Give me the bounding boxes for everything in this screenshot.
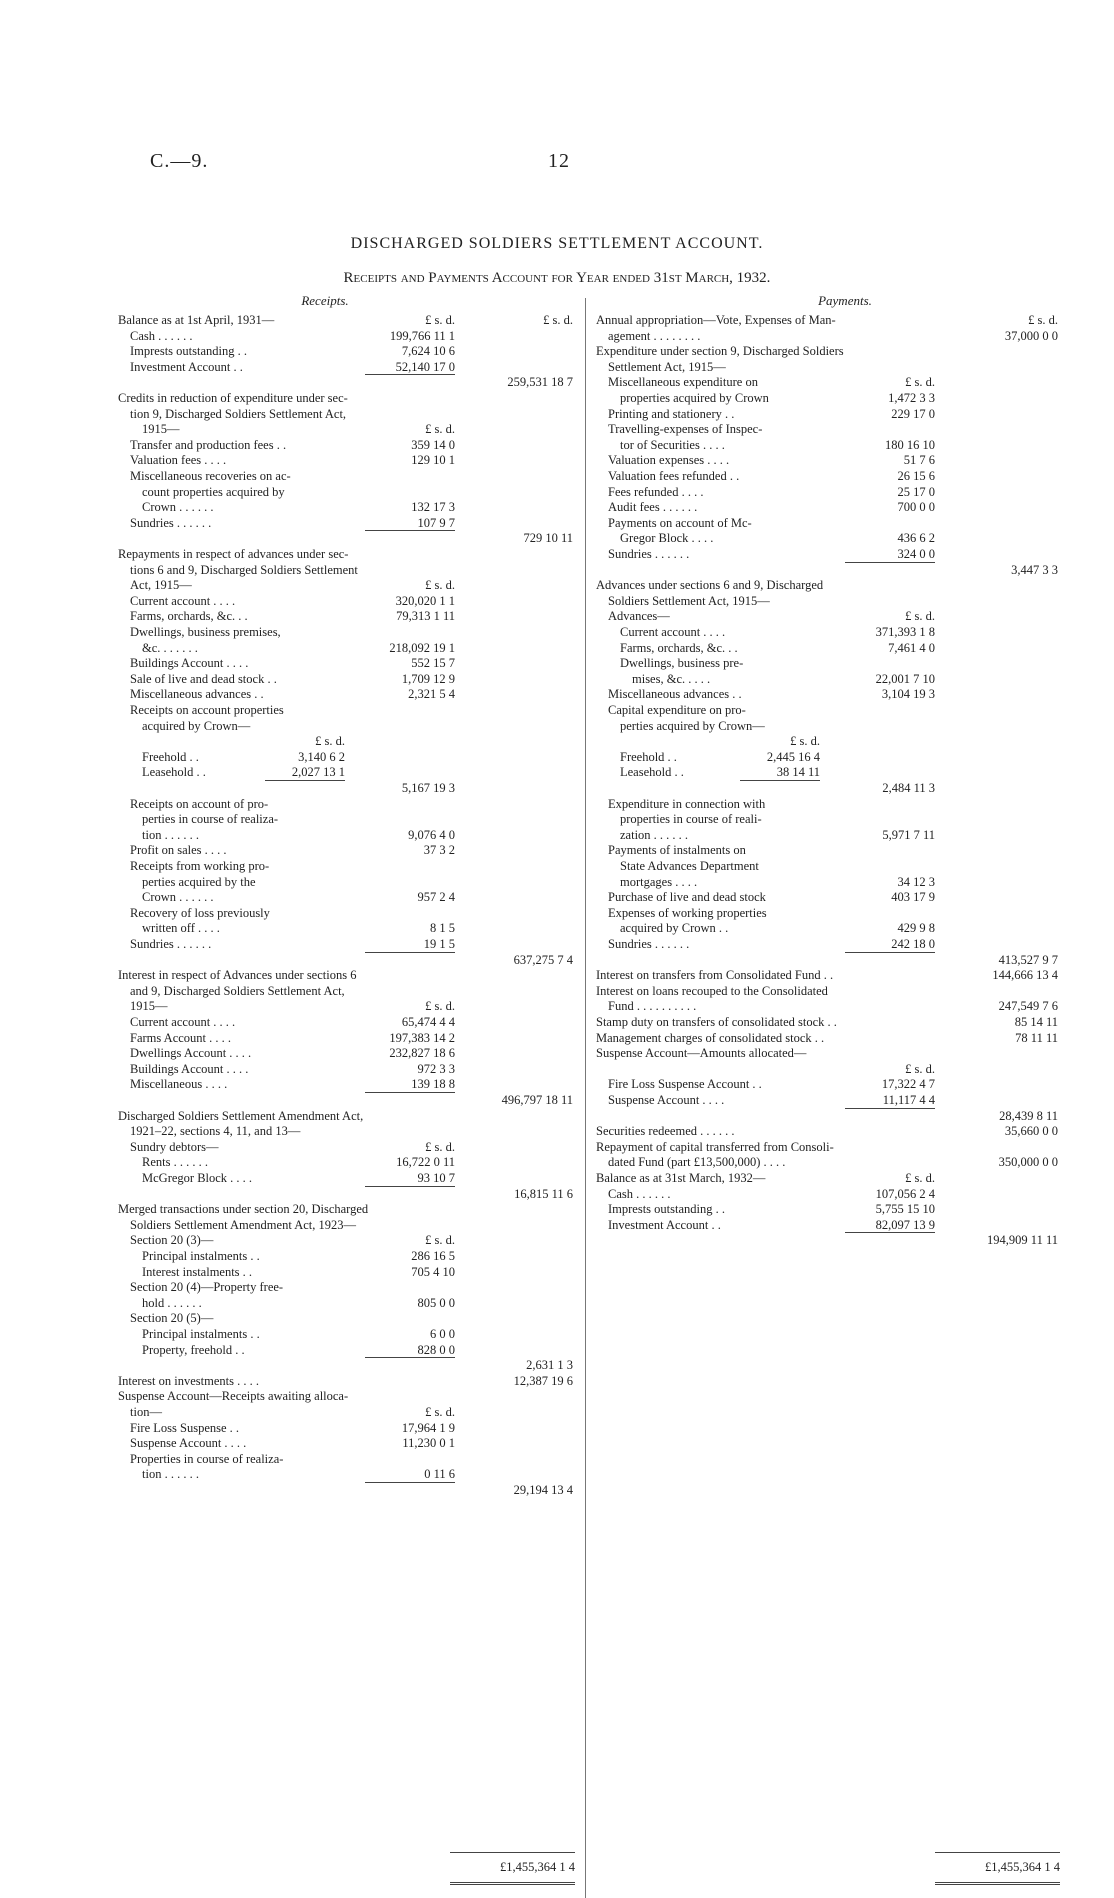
payments-amount: £ s. d.: [1028, 313, 1058, 327]
payments-amount: 17,322 4 7: [881, 1077, 935, 1092]
payments-total-double-rule: [935, 1882, 1060, 1885]
receipts-line-text: Section 20 (4)—Property free-: [130, 1280, 284, 1295]
payments-line-text: Current account . . . .: [620, 625, 726, 639]
payments-line-text: Advances—: [608, 609, 670, 624]
receipts-line-text: Buildings Account . . . .: [130, 656, 249, 671]
receipts-line-text: 1915—: [142, 422, 180, 437]
payments-line-text: Fund . . . . . . . . . .: [608, 999, 697, 1014]
receipts-amount: 2,027 13 1: [291, 765, 345, 780]
receipts-subtotal-rule: [365, 530, 455, 531]
receipts-line-text: Transfer and production fees . .: [130, 437, 287, 452]
payments-line-text: Audit fees . . . . . .: [608, 500, 698, 515]
receipts-line-text: Crown . . . . . .: [142, 500, 214, 515]
payments-total: £1,455,364 1 4: [985, 1860, 1060, 1874]
payments-amount: 324 0 0: [897, 547, 935, 561]
receipts-line-text: Repayments in respect of advances under sec-: [118, 547, 349, 561]
payments-line-text: mises, &c. . . . .: [632, 671, 711, 686]
payments-line-text: Expenditure under section 9, Discharged Soldiers: [596, 344, 844, 359]
page-subtitle: Receipts and Payments Account for Year ended 31st March, 1932.: [343, 270, 771, 286]
receipts-line-text: perties in course of realiza-: [142, 812, 279, 827]
payments-line-text: Miscellaneous advances . .: [608, 687, 742, 702]
receipts-amount: £ s. d.: [315, 734, 345, 749]
payments-amount: 51 7 6: [903, 453, 935, 468]
payments-line-text: mortgages . . . .: [620, 874, 698, 889]
payments-amount: £ s. d.: [905, 1171, 935, 1185]
payments-line-text: State Advances Department: [620, 859, 759, 873]
payments-line-text: Balance as at 31st March, 1932—: [596, 1171, 766, 1185]
receipts-line-text: count properties acquired by: [142, 484, 285, 499]
payments-amount: 85 14 11: [1014, 1015, 1058, 1029]
payments-line-text: perties acquired by Crown—: [620, 718, 765, 733]
page-number: 12: [548, 150, 570, 172]
receipts-line-text: Interest on investments . . . .: [118, 1373, 259, 1388]
payments-amount: 5,971 7 11: [882, 827, 935, 842]
receipts-line-text: Dwellings, business premises,: [130, 625, 281, 639]
receipts-line-text: tion . . . . . .: [142, 1467, 199, 1482]
payments-line-text: Farms, orchards, &c. . .: [620, 640, 738, 655]
payments-line-text: Gregor Block . . . .: [620, 531, 714, 546]
receipts-line-text: Dwellings Account . . . .: [130, 1046, 252, 1061]
receipts-amount: 5,167 19 3: [401, 781, 455, 795]
receipts-line-text: Receipts from working pro-: [130, 859, 270, 873]
payments-line-text: agement . . . . . . . .: [608, 328, 701, 343]
payments-line-text: Investment Account . .: [608, 1217, 721, 1232]
receipts-amount: 3,140 6 2: [298, 749, 345, 764]
payments-amount: 7,461 4 0: [888, 640, 935, 655]
receipts-line-text: tion . . . . . .: [142, 827, 199, 842]
receipts-amount: 93 10 7: [417, 1171, 455, 1185]
receipts-line-text: and 9, Discharged Soldiers Settlement Act,: [130, 983, 345, 998]
receipts-line-text: Soldiers Settlement Amendment Act, 1923—: [130, 1217, 357, 1232]
receipts-amount: 19 1 5: [423, 937, 455, 951]
receipts-line-text: tion—: [130, 1405, 162, 1419]
receipts-line-text: Sale of live and dead stock . .: [130, 671, 277, 686]
payments-line-text: Fees refunded . . . .: [608, 484, 704, 499]
receipts-subtotal-rule: [365, 952, 455, 953]
payments-amount: 1,472 3 3: [888, 391, 935, 405]
receipts-amount: 359 14 0: [411, 437, 455, 452]
payments-amount: 38 14 11: [776, 765, 820, 780]
payments-line-text: zation . . . . . .: [620, 827, 689, 842]
receipts-amount: 320,020 1 1: [395, 593, 455, 608]
payments-line-text: properties in course of reali-: [620, 812, 762, 827]
receipts-line-text: Merged transactions under section 20, Discharged: [118, 1202, 369, 1217]
receipts-line-text: Section 20 (5)—: [130, 1311, 214, 1326]
receipts-amount: 65,474 4 4: [401, 1015, 455, 1029]
receipts-line-text: Principal instalments . .: [142, 1327, 260, 1341]
receipts-line-text: perties acquired by the: [142, 874, 256, 889]
payments-line-text: Expenditure in connection with: [608, 796, 766, 811]
receipts-total-rule: [450, 1852, 575, 1853]
payments-line-text: dated Fund (part £13,500,000) . . . .: [608, 1155, 786, 1170]
payments-line-text: Imprests outstanding . .: [608, 1202, 726, 1217]
receipts-amount: 12,387 19 6: [513, 1373, 573, 1388]
payments-amount: 413,527 9 7: [998, 952, 1058, 967]
receipts-amount: 259,531 18 7: [507, 375, 573, 390]
payments-amount: £ s. d.: [905, 1061, 935, 1076]
receipts-line-text: Farms, orchards, &c. . .: [130, 609, 248, 624]
page-title: DISCHARGED SOLDIERS SETTLEMENT ACCOUNT.: [350, 235, 764, 252]
receipts-line-text: tion 9, Discharged Soldiers Settlement Act,: [130, 406, 347, 421]
payments-amount: 11,117 4 4: [882, 1093, 935, 1107]
payments-amount: 194,909 11 11: [987, 1233, 1058, 1248]
receipts-amount: 6 0 0: [430, 1327, 455, 1341]
payments-line-text: Management charges of consolidated stock . .: [596, 1030, 825, 1045]
payments-amount: 28,439 8 11: [999, 1108, 1058, 1123]
receipts-line-text: Fire Loss Suspense . .: [130, 1420, 240, 1435]
receipts-line-text: Balance as at 1st April, 1931—: [118, 313, 275, 327]
receipts-line-text: Sundries . . . . . .: [130, 937, 212, 951]
receipts-amount: 197,383 14 2: [389, 1030, 455, 1045]
receipts-amount: 496,797 18 11: [501, 1093, 573, 1107]
receipts-line-text: Interest in respect of Advances under sections 6: [118, 968, 357, 983]
payments-line-text: Sundries . . . . . .: [608, 547, 690, 561]
receipts-amount: 9,076 4 0: [408, 827, 455, 842]
payments-line-text: Stamp duty on transfers of consolidated stock . .: [596, 1015, 837, 1029]
payments-line-text: Valuation expenses . . . .: [608, 453, 730, 468]
payments-amount: 229 17 0: [891, 406, 935, 421]
receipts-amount: 107 9 7: [417, 515, 455, 530]
payments-line-text: Advances under sections 6 and 9, Discharged: [596, 578, 824, 593]
receipts-line-text: Credits in reduction of expenditure under sec-: [118, 391, 348, 405]
payments-amount: 37,000 0 0: [1004, 328, 1058, 343]
receipts-amount: 2,631 1 3: [526, 1358, 573, 1373]
payments-amount: 180 16 10: [885, 437, 935, 452]
payments-amount: 3,104 19 3: [881, 687, 935, 702]
receipts-amount: 705 4 10: [411, 1264, 455, 1279]
payments-amount: 247,549 7 6: [998, 999, 1058, 1014]
payments-line-text: Expenses of working properties: [608, 905, 767, 920]
receipts-line-text: Properties in course of realiza-: [130, 1451, 284, 1466]
receipts-subtotal-rule: [365, 1357, 455, 1358]
payments-amount: 144,666 13 4: [992, 968, 1058, 983]
receipts-total: £1,455,364 1 4: [500, 1860, 575, 1874]
payments-line-text: Interest on transfers from Consolidated Fund . .: [596, 968, 834, 983]
receipts-line-text: Miscellaneous . . . .: [130, 1077, 228, 1092]
page-code: C.—9.: [150, 150, 209, 172]
receipts-line-text: Suspense Account—Receipts awaiting alloca-: [118, 1389, 349, 1404]
receipts-amount: £ s. d.: [425, 1233, 455, 1248]
receipts-amount: 129 10 1: [411, 453, 455, 468]
receipts-line-text: acquired by Crown—: [142, 718, 251, 733]
receipts-line-text: Freehold . .: [142, 749, 199, 764]
receipts-amount: 79,313 1 11: [396, 609, 455, 624]
receipts-line-text: Property, freehold . .: [142, 1342, 245, 1357]
payments-line-text: Purchase of live and dead stock: [608, 890, 766, 905]
receipts-amount: 29,194 13 4: [513, 1483, 573, 1497]
payments-amount: 82,097 13 9: [875, 1217, 935, 1232]
receipts-amount: 232,827 18 6: [389, 1046, 455, 1061]
payments-line-text: Annual appropriation—Vote, Expenses of Man-: [596, 313, 836, 327]
payments-amount: £ s. d.: [905, 609, 935, 624]
payments-total-rule: [935, 1852, 1060, 1853]
payments-line-text: Suspense Account . . . .: [608, 1093, 725, 1107]
payments-line-text: Printing and stationery . .: [608, 406, 735, 421]
receipts-line-text: McGregor Block . . . .: [142, 1171, 253, 1185]
payments-line-text: Cash . . . . . .: [608, 1186, 671, 1201]
payments-amount: 350,000 0 0: [998, 1155, 1058, 1170]
payments-line-text: Travelling-expenses of Inspec-: [608, 422, 763, 437]
payments-amount: 78 11 11: [1015, 1030, 1058, 1045]
receipts-line-text: Miscellaneous advances . .: [130, 687, 264, 702]
payments-line-text: Leasehold . .: [620, 765, 684, 780]
receipts-line-text: 1921–22, sections 4, 11, and 13—: [130, 1124, 301, 1139]
payments-amount: 107,056 2 4: [875, 1186, 935, 1201]
payments-amount: 371,393 1 8: [875, 625, 935, 639]
receipts-line-text: Miscellaneous recoveries on ac-: [130, 469, 291, 483]
receipts-line-text: hold . . . . . .: [142, 1295, 202, 1310]
payments-line-text: properties acquired by Crown: [620, 391, 769, 405]
receipts-amount: 218,092 19 1: [389, 640, 455, 655]
receipts-amount: 37 3 2: [423, 843, 455, 858]
payments-amount: 26 15 6: [897, 469, 935, 483]
receipts-line-text: Current account . . . .: [130, 593, 236, 608]
receipts-amount: £ s. d.: [425, 313, 455, 327]
payments-subtotal-rule: [845, 562, 935, 563]
receipts-line-text: Current account . . . .: [130, 1015, 236, 1029]
payments-line-text: Valuation fees refunded . .: [608, 469, 740, 483]
receipts-amount: 729 10 11: [523, 531, 573, 546]
payments-subtotal-rule: [845, 952, 935, 953]
payments-amount: 242 18 0: [891, 937, 935, 951]
receipts-caption: Receipts.: [301, 293, 349, 308]
receipts-line-text: Profit on sales . . . .: [130, 843, 227, 858]
payments-line-text: Securities redeemed . . . . . .: [596, 1124, 735, 1139]
receipts-amount: £ s. d.: [425, 422, 455, 437]
receipts-line-text: 1915—: [130, 999, 168, 1014]
receipts-line-text: Rents . . . . . .: [142, 1155, 208, 1170]
payments-amount: 3,447 3 3: [1011, 562, 1058, 577]
payments-line-text: Interest on loans recouped to the Consolidated: [596, 983, 828, 998]
payments-line-text: Fire Loss Suspense Account . .: [608, 1077, 762, 1092]
payments-amount: 700 0 0: [897, 500, 935, 515]
receipts-amount: 11,230 0 1: [402, 1436, 455, 1451]
payments-subtotal-rule: [845, 1232, 935, 1233]
receipts-line-text: Section 20 (3)—: [130, 1233, 214, 1248]
receipts-line-text: Interest instalments . .: [142, 1264, 253, 1279]
payments-line-text: Soldiers Settlement Act, 1915—: [608, 593, 770, 608]
receipts-line-text: Receipts on account properties: [130, 703, 284, 717]
receipts-subtotal-rule: [365, 1186, 455, 1187]
payments-subtotal-rule: [740, 780, 820, 781]
receipts-amount: 52,140 17 0: [395, 359, 455, 374]
receipts-line-text: Principal instalments . .: [142, 1249, 260, 1263]
receipts-amount: 637,275 7 4: [513, 952, 573, 967]
receipts-amount: 7,624 10 6: [401, 344, 455, 359]
receipts-amount: 286 16 5: [411, 1249, 455, 1263]
payments-line-text: Settlement Act, 1915—: [608, 359, 726, 374]
receipts-amount: 139 18 8: [411, 1077, 455, 1092]
receipts-amount: 199,766 11 1: [389, 328, 455, 343]
receipts-amount: 16,815 11 6: [514, 1186, 573, 1201]
payments-line-text: acquired by Crown . .: [620, 921, 729, 936]
receipts-line-text: tions 6 and 9, Discharged Soldiers Settlement: [130, 562, 358, 577]
payments-amount: £ s. d.: [790, 734, 820, 749]
receipts-amount: 1,709 12 9: [401, 671, 455, 686]
payments-line-text: Dwellings, business pre-: [620, 656, 744, 671]
receipts-line-text: Valuation fees . . . .: [130, 453, 227, 468]
receipts-amount: 2,321 5 4: [408, 687, 455, 702]
receipts-amount: 828 0 0: [417, 1342, 455, 1357]
receipts-line-text: Leasehold . .: [142, 765, 206, 780]
payments-amount: 403 17 9: [891, 890, 935, 905]
receipts-amount: £ s. d.: [425, 578, 455, 593]
payments-line-text: Payments of instalments on: [608, 843, 746, 858]
receipts-line-text: Crown . . . . . .: [142, 890, 214, 905]
payments-amount: 2,484 11 3: [882, 781, 935, 795]
column-divider: [585, 298, 586, 1898]
payments-line-text: Capital expenditure on pro-: [608, 703, 746, 717]
payments-amount: 22,001 7 10: [875, 671, 935, 686]
receipts-amount: £ s. d.: [425, 1405, 455, 1419]
receipts-subtotal-rule: [265, 780, 345, 781]
receipts-amount: 972 3 3: [417, 1061, 455, 1076]
payments-amount: 35,660 0 0: [1004, 1124, 1058, 1139]
payments-amount: 436 6 2: [897, 531, 935, 546]
payments-line-text: Repayment of capital transferred from Consoli-: [596, 1139, 834, 1154]
receipts-line-text: written off . . . .: [142, 921, 220, 936]
receipts-subtotal-rule: [365, 1482, 455, 1483]
payments-line-text: tor of Securities . . . .: [620, 437, 725, 452]
payments-line-text: Suspense Account—Amounts allocated—: [596, 1046, 807, 1061]
receipts-line-text: Farms Account . . . .: [130, 1030, 232, 1045]
receipts-amount: 805 0 0: [417, 1295, 455, 1310]
receipts-line-text: Buildings Account . . . .: [130, 1061, 249, 1076]
receipts-line-text: Discharged Soldiers Settlement Amendment Act,: [118, 1108, 364, 1123]
receipts-line-text: &c. . . . . . .: [142, 640, 198, 655]
receipts-amount: 957 2 4: [417, 890, 455, 905]
receipts-amount: 0 11 6: [424, 1467, 455, 1482]
receipts-amount: 8 1 5: [430, 921, 455, 936]
receipts-amount: 552 15 7: [411, 656, 455, 671]
payments-caption: Payments.: [818, 293, 872, 308]
payments-line-text: Payments on account of Mc-: [608, 515, 752, 530]
receipts-line-text: Recovery of loss previously: [130, 905, 270, 920]
receipts-line-text: Act, 1915—: [130, 578, 192, 593]
receipts-amount: £ s. d.: [543, 313, 573, 327]
payments-amount: 429 9 8: [897, 921, 935, 936]
payments-line-text: Miscellaneous expenditure on: [608, 375, 758, 390]
receipts-line-text: Sundries . . . . . .: [130, 515, 212, 530]
receipts-amount: £ s. d.: [425, 1139, 455, 1154]
payments-amount: 25 17 0: [897, 484, 935, 499]
payments-amount: £ s. d.: [905, 375, 935, 390]
receipts-amount: 132 17 3: [411, 500, 455, 515]
receipts-subtotal-rule: [365, 1092, 455, 1093]
payments-subtotal-rule: [845, 1108, 935, 1109]
receipts-subtotal-rule: [365, 374, 455, 375]
payments-line-text: Sundries . . . . . .: [608, 937, 690, 951]
receipts-line-text: Receipts on account of pro-: [130, 796, 269, 811]
receipts-line-text: Suspense Account . . . .: [130, 1436, 247, 1451]
receipts-line-text: Cash . . . . . .: [130, 328, 193, 343]
payments-amount: 2,445 16 4: [766, 749, 820, 764]
receipts-line-text: Sundry debtors—: [130, 1139, 219, 1154]
payments-amount: 5,755 15 10: [875, 1202, 935, 1217]
receipts-amount: 16,722 0 11: [396, 1155, 455, 1170]
payments-line-text: Freehold . .: [620, 749, 677, 764]
receipts-amount: £ s. d.: [425, 999, 455, 1014]
receipts-line-text: Imprests outstanding . .: [130, 344, 248, 359]
payments-amount: 34 12 3: [897, 874, 935, 889]
receipts-total-double-rule: [450, 1882, 575, 1885]
receipts-amount: 17,964 1 9: [401, 1420, 455, 1435]
receipts-line-text: Investment Account . .: [130, 359, 243, 374]
